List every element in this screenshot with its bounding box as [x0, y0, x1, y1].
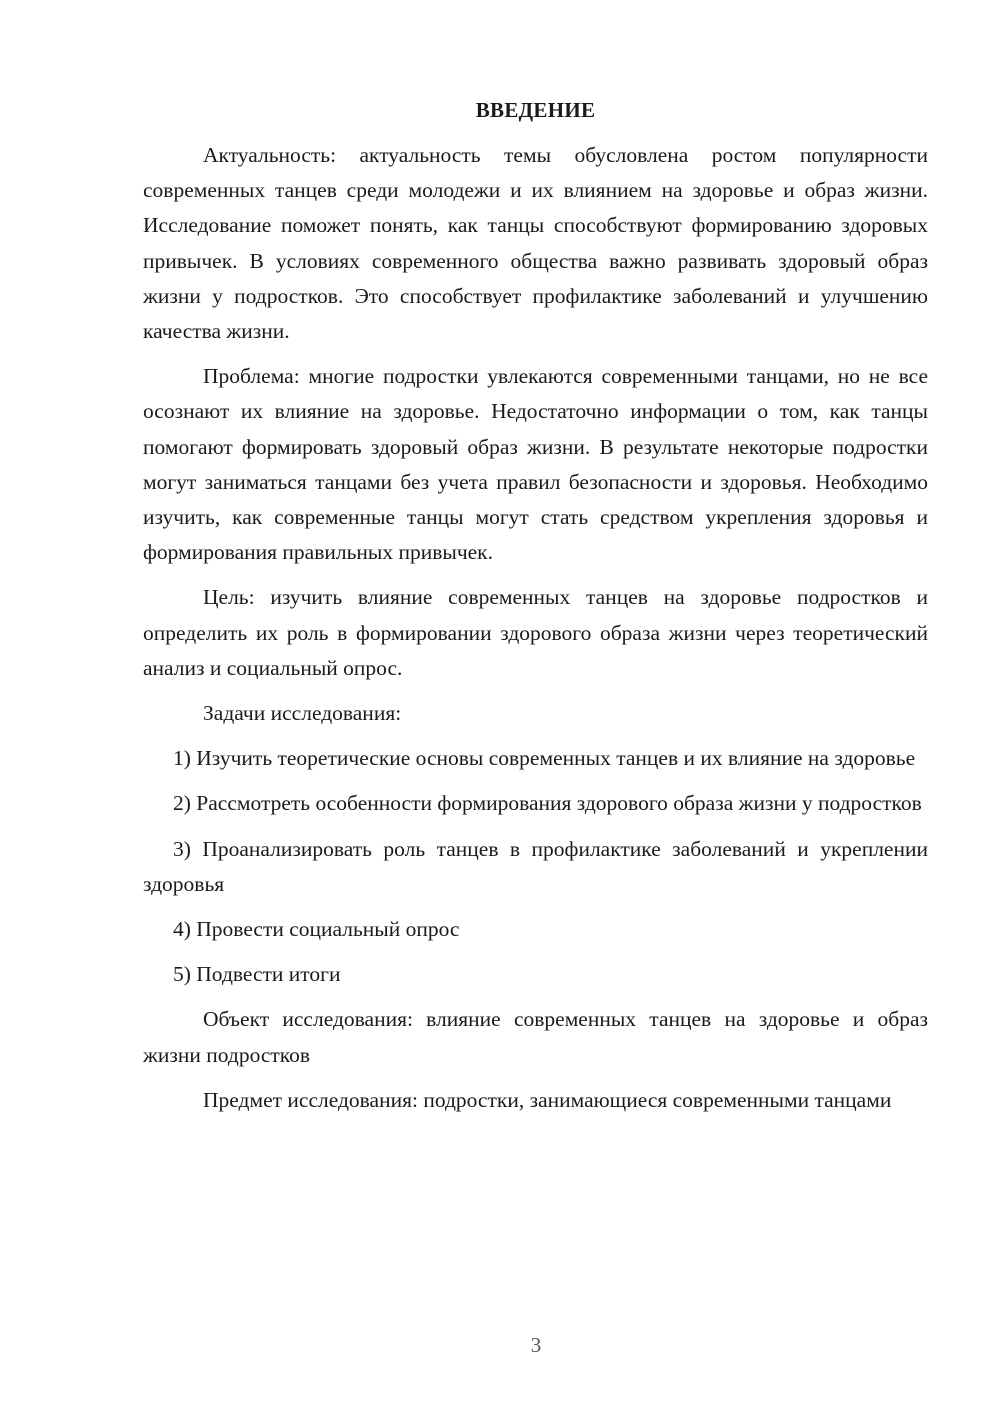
- paragraph-goal: Цель: изучить влияние современных танцев на здоровье подростков и определить их роль в формировании здорового образа жизни через теоретический анализ и социальный опрос.: [143, 585, 928, 680]
- paragraph-subject: Предмет исследования: подростки, занимающиеся современными танцами: [203, 1087, 892, 1112]
- paragraph-object: Объект исследования: влияние современных танцев на здоровье и образ жизни подростков: [143, 1007, 928, 1067]
- page-content: [143, 92, 928, 1128]
- task-item-3: 3) Проанализировать роль танцев в профилактике заболеваний и укреплении здоровья: [143, 836, 928, 896]
- paragraph-relevance: Актуальность: актуальность темы обусловлена ростом популярности современных танцев среди молодежи и их влиянием на здоровье и образ жизни. Исследование поможет понять, как танцы способствуют формированию здоровых привычек. В условиях современного общества важно развивать здоровый образ жизни у подростков. Это способствует профилактике заболеваний и улучшению качества жизни.: [143, 143, 928, 344]
- task-item-5: 5) Подвести итоги: [173, 962, 341, 987]
- task-item-2: 2) Рассмотреть особенности формирования здорового образа жизни у подростков: [173, 791, 922, 816]
- task-item-4: 4) Провести социальный опрос: [173, 917, 460, 942]
- task-item-1: 1) Изучить теоретические основы современных танцев и их влияние на здоровье: [173, 746, 916, 771]
- page-number: 3: [530, 1333, 542, 1357]
- paragraph-problem: Проблема: многие подростки увлекаются современными танцами, но не все осознают их влияние на здоровье. Недостаточно информации о том, как танцы помогают формировать здоровый образ жизни. В результате некоторые подростки могут заниматься танцами без учета правил безопасности и здоровья. Необходимо изучить, как современные танцы могут стать средством укрепления здоровья и формирования правильных привычек.: [143, 364, 928, 565]
- paragraph-tasks-title: Задачи исследования:: [203, 701, 402, 726]
- section-heading: ВВЕДЕНИЕ: [475, 98, 596, 122]
